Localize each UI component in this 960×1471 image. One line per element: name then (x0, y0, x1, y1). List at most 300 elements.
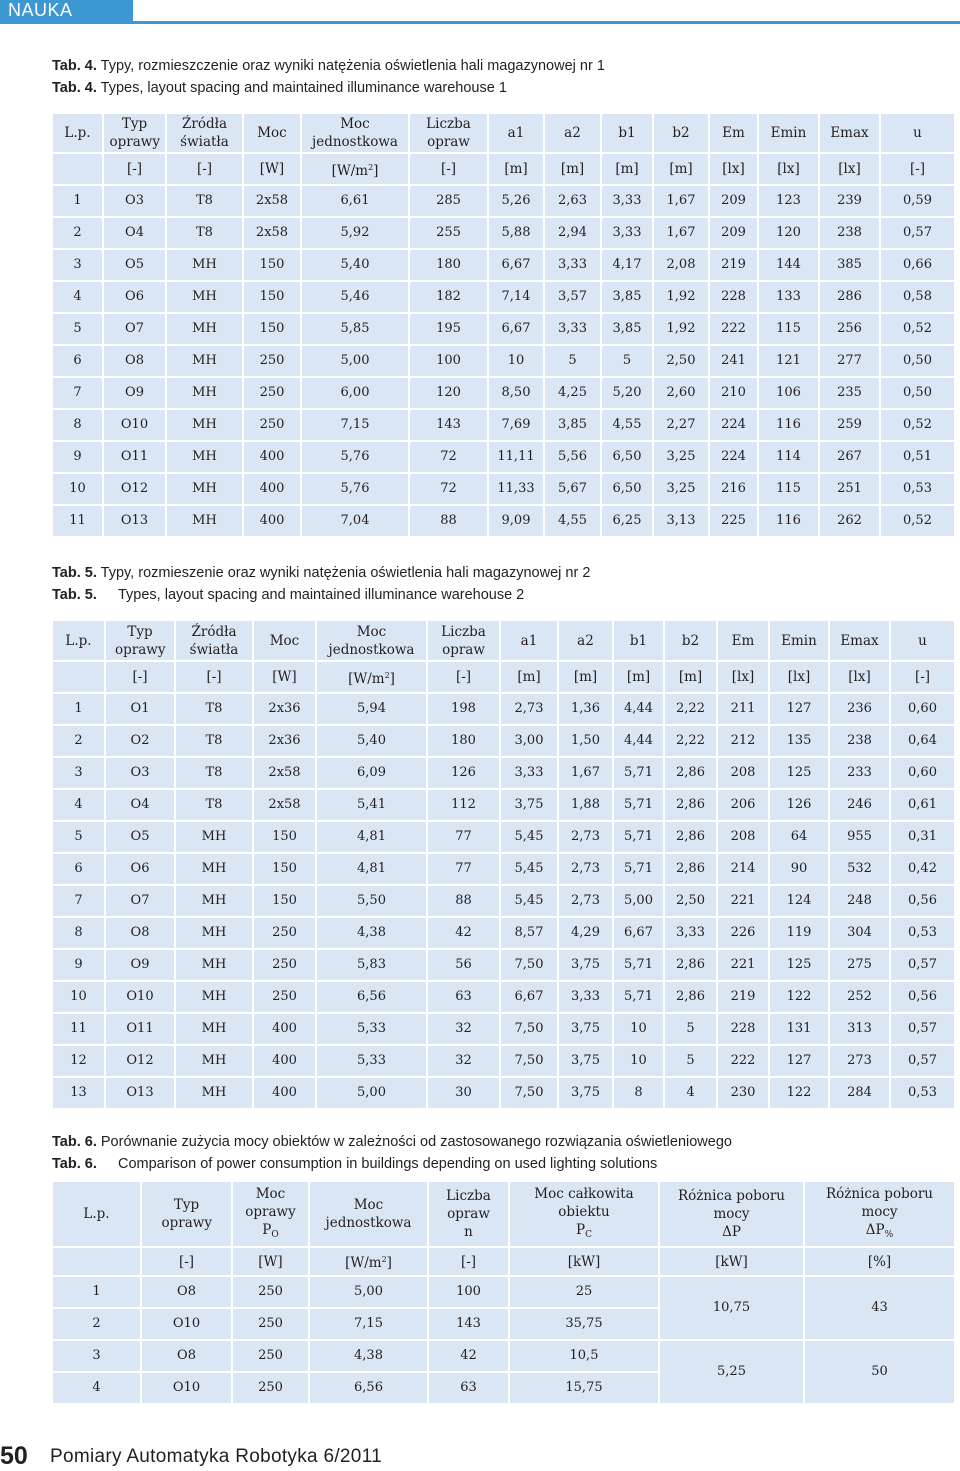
table-cell: 0,53 (880, 473, 955, 505)
tab5-body (52, 693, 955, 1109)
table-cell: MH (166, 345, 243, 377)
tab4-header-text: Liczba opraw (426, 116, 471, 150)
table-cell: 0,57 (890, 949, 955, 981)
table-cell: 3 (52, 249, 103, 281)
table-cell: 122 (769, 1077, 829, 1109)
table-cell: 144 (758, 249, 819, 281)
table-row (52, 1045, 955, 1077)
table-cell: 3,33 (664, 917, 717, 949)
table-cell: 5,88 (488, 217, 544, 249)
table-cell: 10 (52, 981, 105, 1013)
table-cell: 10,5 (509, 1340, 659, 1372)
table-cell: 77 (427, 853, 500, 885)
table-cell: 3,85 (601, 281, 653, 313)
tab5-unit-cell: [m] (558, 661, 613, 693)
table-cell: 2,08 (653, 249, 709, 281)
tab4-header-text: b1 (618, 125, 636, 141)
tab5-caption-pl (52, 564, 590, 582)
table-cell: 182 (409, 281, 488, 313)
tab5-header-text: Moc jednostkowa (328, 623, 415, 658)
table-cell: 63 (428, 1372, 509, 1404)
tab4-header-text: Typ oprawy (109, 116, 160, 150)
table-cell: O12 (103, 473, 166, 505)
tab6-h-roznica-kw-text: Różnica poboru mocy (677, 1188, 785, 1222)
table-cell: 1,67 (653, 185, 709, 217)
tab5-header-text: b1 (629, 632, 648, 649)
table-cell: 0,64 (890, 725, 955, 757)
table-row (52, 473, 955, 505)
table-cell: 284 (829, 1077, 890, 1109)
tab6-unit-cell: [-] (141, 1247, 232, 1276)
table-cell: 2,50 (664, 885, 717, 917)
table-cell: MH (175, 885, 253, 917)
table-cell: 0,57 (890, 1013, 955, 1045)
tab6-h-typ-text: Typ oprawy (161, 1197, 212, 1231)
tab5-units-row (52, 661, 955, 693)
table-cell: 6,09 (316, 757, 427, 789)
table-cell: O10 (141, 1308, 232, 1340)
table-cell: 5,33 (316, 1045, 427, 1077)
table-cell: 5,00 (316, 1077, 427, 1109)
tab6-units-row (52, 1247, 955, 1276)
table-cell: O8 (105, 917, 175, 949)
table-cell: 120 (409, 377, 488, 409)
tab4-unit-cell: [-] (880, 153, 955, 185)
table-row (52, 249, 955, 281)
tab5-header-cell (427, 620, 500, 661)
table-cell: 0,53 (890, 917, 955, 949)
table-cell: 7,50 (500, 1077, 558, 1109)
tab4-unit-cell: [W] (243, 153, 301, 185)
table-cell: 10 (488, 345, 544, 377)
table-cell: 180 (427, 725, 500, 757)
tab4-header-cell (653, 113, 709, 153)
table-row (52, 313, 955, 345)
table-cell: 225 (709, 505, 758, 537)
table-row (52, 885, 955, 917)
tab4-header-cell (52, 113, 103, 153)
table-row (52, 505, 955, 537)
table-cell: 4,44 (613, 693, 664, 725)
table-cell: 6,67 (488, 313, 544, 345)
table-cell: O7 (105, 885, 175, 917)
tab6-unit-cell: [W] (232, 1247, 309, 1276)
table-cell: 25 (509, 1276, 659, 1308)
table-cell: 4 (664, 1077, 717, 1109)
table-cell: 228 (709, 281, 758, 313)
table-cell: T8 (166, 185, 243, 217)
table-cell: 214 (717, 853, 769, 885)
tab5-header-cell (253, 620, 316, 661)
tab4-header-cell (103, 113, 166, 153)
table-cell: 252 (829, 981, 890, 1013)
table-cell: 273 (829, 1045, 890, 1077)
tab6-h-moc-calk (509, 1181, 659, 1247)
tab5-caption-pl-label: Tab. 5. (52, 565, 97, 581)
table-cell: O7 (103, 313, 166, 345)
table-cell: 2,73 (558, 853, 613, 885)
tab6-h-roznica-pct-sym: ΔP (865, 1221, 885, 1238)
table-row (52, 693, 955, 725)
table-cell: 11,11 (488, 441, 544, 473)
table-cell: 267 (819, 441, 880, 473)
table-cell: 209 (709, 217, 758, 249)
tab4-table (51, 112, 956, 538)
table-cell: 250 (253, 949, 316, 981)
table-cell: 135 (769, 725, 829, 757)
table-cell: 120 (758, 217, 819, 249)
table-cell: 6 (52, 345, 103, 377)
table-cell: 255 (409, 217, 488, 249)
table-cell: 5,71 (613, 757, 664, 789)
table-cell: MH (166, 249, 243, 281)
table-cell: 4,29 (558, 917, 613, 949)
tab5-header-cell (558, 620, 613, 661)
header-rule (0, 21, 960, 24)
table-cell: 126 (769, 789, 829, 821)
tab5-caption-pl-text: Typy, rozmieszenie oraz wyniki natężenia oświetlenia hali magazynowej nr 2 (100, 565, 591, 581)
table-cell: 127 (769, 1045, 829, 1077)
table-cell: 2,73 (558, 885, 613, 917)
table-cell: 286 (819, 281, 880, 313)
tab4-unit-cell: [-] (166, 153, 243, 185)
tab4-header-cell (301, 113, 409, 153)
table-cell: 239 (819, 185, 880, 217)
table-cell: 131 (769, 1013, 829, 1045)
tab5-header-cell (52, 620, 105, 661)
tab4-unit-cell: [m] (488, 153, 544, 185)
table-cell: 0,57 (890, 1045, 955, 1077)
table-cell: 4,25 (544, 377, 601, 409)
table-cell: 5,20 (601, 377, 653, 409)
table-cell: 250 (232, 1372, 309, 1404)
table-cell: 10 (613, 1013, 664, 1045)
tab6-unit-cell: [kW] (509, 1247, 659, 1276)
table-cell: 6,67 (500, 981, 558, 1013)
table-cell: 6,50 (601, 473, 653, 505)
tab5-header-cell (890, 620, 955, 661)
table-cell: 3 (52, 757, 105, 789)
table-cell: 2x36 (253, 693, 316, 725)
table-cell: 1,36 (558, 693, 613, 725)
table-row (52, 185, 955, 217)
table-cell: 3,13 (653, 505, 709, 537)
table-cell: 122 (769, 981, 829, 1013)
tab5-header-cell (829, 620, 890, 661)
tab5-unit-cell (52, 661, 105, 693)
table-cell: 126 (427, 757, 500, 789)
table-cell: 88 (427, 885, 500, 917)
table-row (52, 441, 955, 473)
tab6-h-moc-oprawy-symbol (233, 1221, 308, 1244)
table-cell: 4,81 (316, 853, 427, 885)
table-cell: 400 (243, 473, 301, 505)
tab5-caption-en-label: Tab. 5. (52, 587, 97, 603)
table-cell: 7,04 (301, 505, 409, 537)
table-cell: 5,41 (316, 789, 427, 821)
tab5-header-text: Moc (269, 632, 300, 649)
table-cell: 5,71 (613, 789, 664, 821)
table-cell: 400 (253, 1013, 316, 1045)
table-cell: 5,45 (500, 885, 558, 917)
table-cell: 32 (427, 1013, 500, 1045)
table-cell: 228 (717, 1013, 769, 1045)
table-row (52, 949, 955, 981)
table-cell: 224 (709, 441, 758, 473)
table-cell: O10 (105, 981, 175, 1013)
table-cell: 5 (601, 345, 653, 377)
table-cell: 119 (769, 917, 829, 949)
tab4-unit-cell: [m] (601, 153, 653, 185)
table-cell: 1,67 (653, 217, 709, 249)
table-row (52, 1276, 955, 1308)
tab4-units-row (52, 153, 955, 185)
table-cell: O9 (103, 377, 166, 409)
tab6-h-moc-calk-sub: C (585, 1229, 592, 1240)
tab6-unit-cell: [-] (428, 1247, 509, 1276)
tab6-unit-cell: [kW] (659, 1247, 804, 1276)
table-cell: 5,83 (316, 949, 427, 981)
table-cell: 236 (829, 693, 890, 725)
tab4-header-cell (488, 113, 544, 153)
table-cell: 226 (717, 917, 769, 949)
table-cell: 7,50 (500, 949, 558, 981)
tab5-header-text: Typ oprawy (115, 623, 166, 658)
table-cell: 5,85 (301, 313, 409, 345)
table-cell: 9 (52, 441, 103, 473)
table-cell: 235 (819, 377, 880, 409)
tab4-header-cell (544, 113, 601, 153)
tab4-header-cell (243, 113, 301, 153)
table-cell: 0,53 (890, 1077, 955, 1109)
table-cell: 127 (769, 693, 829, 725)
table-cell: 7 (52, 885, 105, 917)
table-cell: 5,67 (544, 473, 601, 505)
table-cell: 3,33 (500, 757, 558, 789)
table-cell: 7,15 (309, 1308, 428, 1340)
tab5-header-cell (664, 620, 717, 661)
table-cell: 90 (769, 853, 829, 885)
table-cell: MH (175, 853, 253, 885)
table-cell: 143 (409, 409, 488, 441)
table-cell: 5 (52, 821, 105, 853)
tab6-caption-en-text: Comparison of power consumption in buildings depending on used lighting solutions (118, 1156, 658, 1172)
table-cell: 72 (409, 473, 488, 505)
table-cell: O2 (105, 725, 175, 757)
table-cell: 2,63 (544, 185, 601, 217)
tab5-unit-cell: [-] (427, 661, 500, 693)
table-cell: 0,52 (880, 409, 955, 441)
tab5-caption-en-text: Types, layout spacing and maintained illuminance warehouse 2 (118, 587, 525, 603)
table-cell: 5 (664, 1013, 717, 1045)
table-cell: 3,00 (500, 725, 558, 757)
tab4-unit-cell: [m] (544, 153, 601, 185)
tab4-header-cell (601, 113, 653, 153)
tab6-diff-kw-cell: 5,25 (659, 1340, 804, 1404)
table-cell: 6,25 (601, 505, 653, 537)
tab6-h-liczba-symbol: n (464, 1224, 473, 1240)
table-cell: 63 (427, 981, 500, 1013)
table-cell: 11,33 (488, 473, 544, 505)
table-cell: 150 (243, 281, 301, 313)
table-cell: 400 (253, 1077, 316, 1109)
table-cell: 150 (243, 249, 301, 281)
table-cell: 206 (717, 789, 769, 821)
table-cell: 5,71 (613, 981, 664, 1013)
table-cell: O8 (141, 1340, 232, 1372)
tab5-unit-cell: [-] (175, 661, 253, 693)
table-cell: 0,66 (880, 249, 955, 281)
tab6-unit-cell (52, 1247, 141, 1276)
table-cell: O6 (103, 281, 166, 313)
table-cell: 250 (243, 345, 301, 377)
table-cell: 150 (253, 853, 316, 885)
tab4-body (52, 185, 955, 537)
tab4-caption-en-label: Tab. 4. (52, 80, 97, 96)
table-cell: 0,61 (890, 789, 955, 821)
table-cell: O13 (103, 505, 166, 537)
table-cell: 241 (709, 345, 758, 377)
tab6-h-roznica-pct-text: Różnica poboru mocy (825, 1185, 933, 1220)
tab5-unit-cell: [lx] (717, 661, 769, 693)
tab4-header-cell (819, 113, 880, 153)
table-cell: 3,25 (653, 441, 709, 473)
table-cell: 5,92 (301, 217, 409, 249)
tab5-unit-cell: [-] (105, 661, 175, 693)
table-cell: 2,86 (664, 853, 717, 885)
table-cell: 0,50 (880, 345, 955, 377)
tab5-header-text: Źródła światła (189, 623, 239, 658)
tab4-unit-cell (52, 153, 103, 185)
table-cell: 5,26 (488, 185, 544, 217)
tab4-header-text: a1 (507, 125, 525, 141)
table-cell: O5 (103, 249, 166, 281)
tab4-caption-en (52, 79, 507, 97)
table-cell: 0,60 (890, 757, 955, 789)
tab6-h-lp: L.p. (52, 1181, 141, 1247)
table-cell: 0,50 (880, 377, 955, 409)
table-row (52, 981, 955, 1013)
table-cell: 400 (243, 505, 301, 537)
tab5-header-text: Liczba opraw (441, 623, 486, 658)
tab5-unit-cell: [m] (500, 661, 558, 693)
table-cell: 262 (819, 505, 880, 537)
table-cell: T8 (175, 757, 253, 789)
tab5-unit-cell: $[W/m^2]$ (316, 661, 427, 693)
table-cell: 250 (253, 917, 316, 949)
table-cell: 7,15 (301, 409, 409, 441)
table-cell: 4 (52, 789, 105, 821)
table-cell: 955 (829, 821, 890, 853)
table-cell: 7,50 (500, 1045, 558, 1077)
table-cell: O6 (105, 853, 175, 885)
table-cell: 42 (427, 917, 500, 949)
table-cell: 0,58 (880, 281, 955, 313)
table-cell: 5,76 (301, 441, 409, 473)
table-cell: 4 (52, 281, 103, 313)
table-cell: 2 (52, 1308, 141, 1340)
tab4-header-text: b2 (672, 125, 690, 141)
table-cell: 6,56 (316, 981, 427, 1013)
table-cell: 3,85 (601, 313, 653, 345)
tab5-unit-cell: [-] (890, 661, 955, 693)
table-cell: 0,56 (890, 981, 955, 1013)
tab6-table (51, 1180, 956, 1405)
table-cell: 8,50 (488, 377, 544, 409)
table-cell: 4,55 (601, 409, 653, 441)
table-cell: 72 (409, 441, 488, 473)
table-cell: 3,57 (544, 281, 601, 313)
tab5-unit-cell: [W] (253, 661, 316, 693)
tab4-unit-cell: [lx] (709, 153, 758, 185)
table-cell: 5,45 (500, 821, 558, 853)
tab4-header-cell (166, 113, 243, 153)
table-cell: 4,55 (544, 505, 601, 537)
table-cell: 250 (232, 1276, 309, 1308)
table-cell: O12 (105, 1045, 175, 1077)
tab6-unit-cell: [%] (804, 1247, 955, 1276)
table-cell: 15,75 (509, 1372, 659, 1404)
table-cell: 8,57 (500, 917, 558, 949)
tab6-h-liczba-text: Liczba opraw (446, 1188, 491, 1222)
table-cell: 4,44 (613, 725, 664, 757)
table-cell: O8 (103, 345, 166, 377)
table-cell: 246 (829, 789, 890, 821)
tab6-h-roznica-pct (804, 1181, 955, 1247)
table-cell: 2,86 (664, 949, 717, 981)
tab4-header-text: L.p. (64, 125, 91, 141)
table-cell: 248 (829, 885, 890, 917)
table-cell: 6,67 (488, 249, 544, 281)
table-row (52, 1013, 955, 1045)
table-cell: 532 (829, 853, 890, 885)
tab5-header-cell (717, 620, 769, 661)
table-cell: 5,45 (500, 853, 558, 885)
table-cell: 7 (52, 377, 103, 409)
table-cell: 7,69 (488, 409, 544, 441)
tab6-h-moc-jedn-text: Moc jednostkowa (325, 1197, 412, 1231)
tab4-unit-cell: [-] (103, 153, 166, 185)
tab6-unit-cell: $[W/m^2]$ (309, 1247, 428, 1276)
table-cell: 1,92 (653, 281, 709, 313)
tab6-h-moc-jedn (309, 1181, 428, 1247)
tab4-header-text: Emax (830, 125, 869, 141)
table-cell: 195 (409, 313, 488, 345)
table-row (52, 409, 955, 441)
tab5-header-text: a2 (577, 632, 594, 649)
table-cell: O11 (105, 1013, 175, 1045)
table-cell: 125 (769, 757, 829, 789)
table-row (52, 789, 955, 821)
table-cell: 106 (758, 377, 819, 409)
table-cell: 4 (52, 1372, 141, 1404)
tab6-h-moc-oprawy-sub: O (271, 1229, 279, 1240)
tab5-header-text: a1 (520, 632, 538, 649)
table-cell: 5,40 (301, 249, 409, 281)
table-cell: 2,22 (664, 725, 717, 757)
tab4-caption-pl (52, 57, 605, 75)
table-cell: 211 (717, 693, 769, 725)
table-cell: 2,86 (664, 821, 717, 853)
table-cell: 10 (613, 1045, 664, 1077)
table-cell: 313 (829, 1013, 890, 1045)
tab6-caption-pl-label: Tab. 6. (52, 1134, 97, 1150)
table-cell: 212 (717, 725, 769, 757)
table-cell: 0,52 (880, 505, 955, 537)
table-cell: 2,86 (664, 757, 717, 789)
table-cell: 2,86 (664, 981, 717, 1013)
table-cell: 5,56 (544, 441, 601, 473)
